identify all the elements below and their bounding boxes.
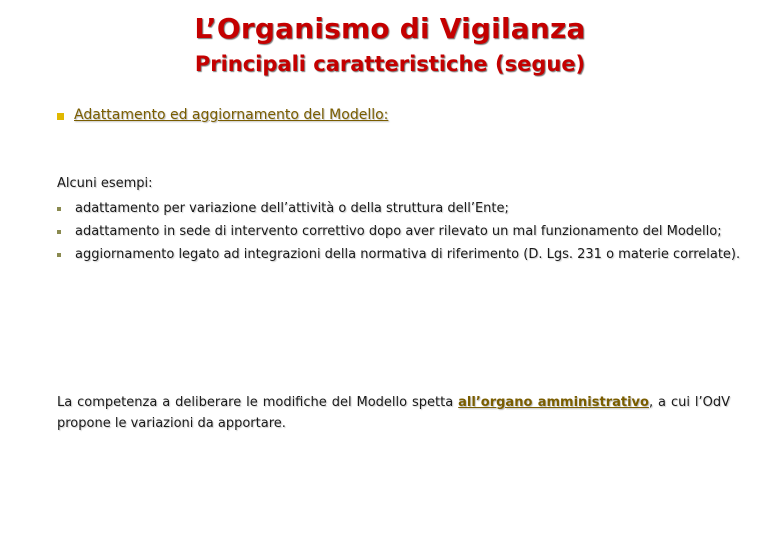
- square-bullet-icon: [57, 253, 61, 257]
- conclusion-text-end: , a cui l’OdV propone le variazioni da apportare.: [57, 395, 731, 431]
- list-item: [57, 243, 740, 266]
- list-item-text: adattamento per variazione dell’attività o della struttura dell’Ente;: [75, 201, 509, 216]
- square-bullet-icon: [57, 113, 64, 120]
- list-item: [57, 220, 740, 243]
- list-item: [57, 197, 740, 220]
- square-bullet-icon: [57, 230, 61, 234]
- list-item-text: aggiornamento legato ad integrazioni della normativa di riferimento (D. Lgs. 231 o materie correlate).: [75, 247, 741, 262]
- slide-subtitle: Principali caratteristiche (segue): [194, 52, 586, 76]
- square-bullet-icon: [57, 207, 61, 211]
- conclusion-emphasis: all’organo amministrativo: [458, 395, 649, 410]
- list-item-text: adattamento in sede di intervento correttivo dopo aver rilevato un mal funzionamento del Modello;: [75, 224, 722, 239]
- main-bullet: [57, 107, 388, 123]
- examples-intro: Alcuni esempi:: [57, 176, 153, 191]
- conclusion-paragraph: [57, 392, 730, 434]
- slide-title: L’Organismo di Vigilanza: [194, 12, 586, 45]
- main-bullet-text: Adattamento ed aggiornamento del Modello:: [74, 107, 389, 123]
- examples-list: [57, 197, 740, 266]
- conclusion-text-start: La competenza a deliberare le modifiche del Modello spetta: [57, 395, 459, 410]
